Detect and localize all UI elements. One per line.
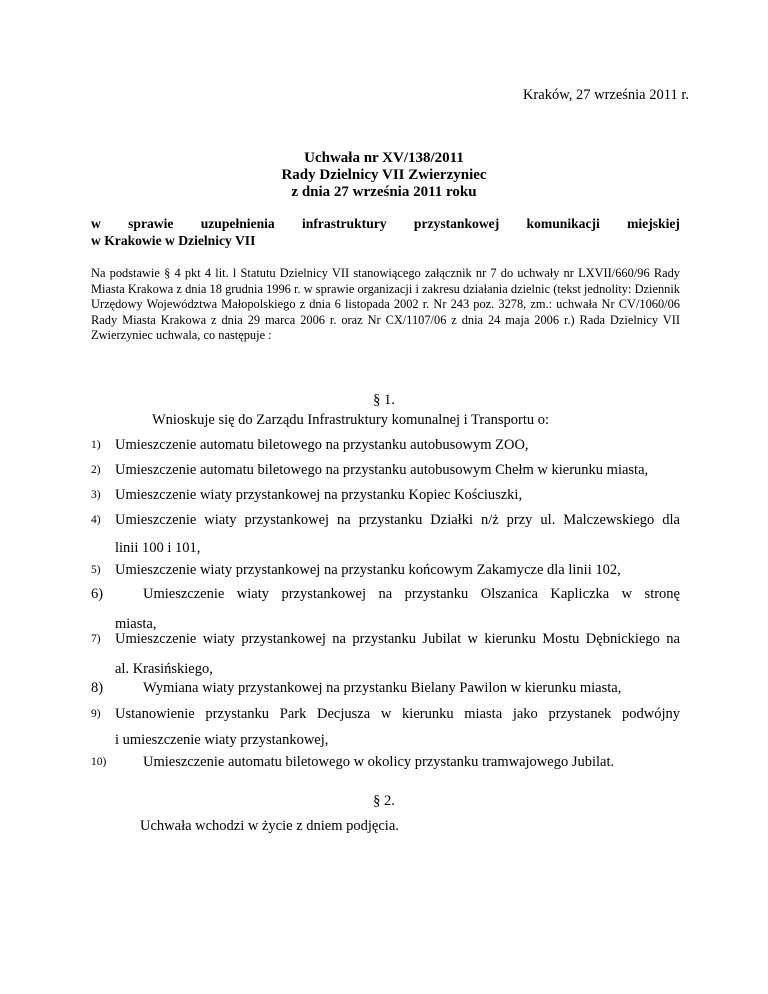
list-item-number: 4) <box>91 514 101 526</box>
document-date: Kraków, 27 września 2011 r. <box>522 87 689 103</box>
list-item-text: Wymiana wiaty przystankowej na przystanku Bielany Pawilon w kierunku miasta, <box>143 680 622 696</box>
list-item-text: Umieszczenie automatu biletowego na przystanku autobusowym Chełm w kierunku miasta, <box>115 462 649 478</box>
list-item-continuation: linii 100 i 101, <box>115 540 201 556</box>
list-item-number: 2) <box>91 464 101 476</box>
list-item-text: Umieszczenie wiaty przystankowej na przystanku Działki n/ż przy ul. Malczewskiego dla <box>115 512 680 528</box>
section-1-heading: § 1. <box>373 392 395 408</box>
list-item <box>91 511 680 557</box>
list-item-number: 6) <box>91 586 104 602</box>
list-item <box>91 585 680 633</box>
list-item-continuation: i umieszczenie wiaty przystankowej, <box>115 732 329 748</box>
title-line-council: Rady Dzielnicy VII Zwierzyniec <box>281 167 487 183</box>
subject-line-2: w Krakowie w Dzielnicy VII <box>91 233 256 248</box>
subject-word: miejskiej <box>627 216 680 231</box>
subject-word: uzupełnienia <box>200 216 275 231</box>
section-2-text: Uchwała wchodzi w życie z dniem podjęcia. <box>140 818 399 834</box>
legal-basis-paragraph: Na podstawie § 4 pkt 4 lit. l Statutu Dzielnicy VII stanowiącego załącznik nr 7 do uchwały nr LXVII/660/96 Rady Miasta Krakowa z dnia 18 grudnia 1996 r. w sprawie organizacji i zakresu działania dzielnic (tekst jednolity: Dziennik Urzędowy Województwa Małopolskiego z dnia 6 listopada 2002 r. Nr 243 poz. 3278, zm.: uchwała Nr CV/1060/06 Rady Miasta Krakowa z dnia 29 marca 2006 r. oraz Nr CX/1107/06 z dnia 24 maja 2006 r.) Rada Dzielnicy VII Zwierzyniec uchwala, co następuje : <box>91 266 680 343</box>
section-2-heading: § 2. <box>373 793 395 809</box>
list-item-number: 5) <box>91 564 101 576</box>
list-item <box>91 486 680 504</box>
subject-word: w <box>91 216 101 231</box>
list-item-number: 10) <box>91 756 107 768</box>
list-item-number: 7) <box>91 633 101 645</box>
list-item <box>91 753 680 771</box>
list-item-text: Umieszczenie wiaty przystankowej na przystanku Kopiec Kościuszki, <box>115 487 523 503</box>
subject-word: komunikacji <box>526 216 600 231</box>
subject-word: infrastruktury <box>302 216 387 231</box>
list-item <box>91 561 680 579</box>
list-item <box>91 705 680 749</box>
title-line-number: Uchwała nr XV/138/2011 <box>304 150 464 166</box>
section-1-intro: Wnioskuje się do Zarządu Infrastruktury komunalnej i Transportu o: <box>152 412 550 428</box>
list-item-number: 3) <box>91 489 101 501</box>
list-item <box>91 679 680 697</box>
list-item-text: Umieszczenie wiaty przystankowej na przystanku Olszanica Kapliczka w stronę <box>143 586 680 602</box>
subject-line-1 <box>91 215 680 232</box>
subject-word: sprawie <box>128 216 174 231</box>
list-item <box>91 630 680 678</box>
list-item-number: 1) <box>91 439 101 451</box>
list-item-text: Umieszczenie wiaty przystankowej na przystanku Jubilat w kierunku Mostu Dębnickiego na <box>115 631 680 647</box>
list-item-text: Umieszczenie wiaty przystankowej na przystanku końcowym Zakamycze dla linii 102, <box>115 562 621 578</box>
list-item-text: Ustanowienie przystanku Park Decjusza w kierunku miasta jako przystanek podwójny <box>115 706 680 722</box>
resolution-subject <box>91 215 680 249</box>
resolution-title <box>0 150 768 201</box>
list-item-number: 9) <box>91 708 101 720</box>
list-item-continuation: al. Krasińskiego, <box>115 661 213 677</box>
list-item-text: Umieszczenie automatu biletowego w okolicy przystanku tramwajowego Jubilat. <box>143 754 615 770</box>
list-item <box>91 436 680 454</box>
list-item <box>91 461 680 479</box>
list-item-text: Umieszczenie automatu biletowego na przystanku autobusowym ZOO, <box>115 437 529 453</box>
title-line-date: z dnia 27 września 2011 roku <box>291 184 477 200</box>
list-item-continuation: miasta, <box>115 616 157 632</box>
subject-word: przystankowej <box>413 216 500 231</box>
list-item-number: 8) <box>91 680 104 696</box>
